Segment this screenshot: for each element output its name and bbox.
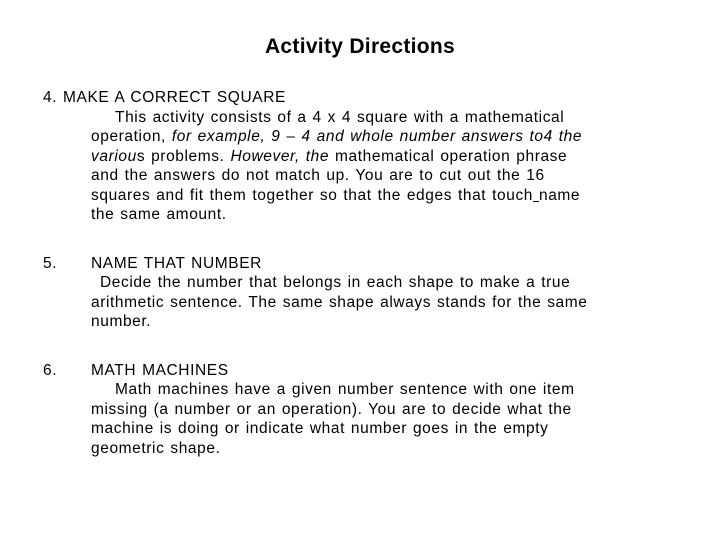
item-5-heading: NAME THAT NUMBER <box>91 255 262 272</box>
item-6-heading: MATH MACHINES <box>91 362 229 379</box>
item-5-line-2: arithmetic sentence. The same shape always stands for the same <box>91 293 588 311</box>
item-4-line-2: operation, for example, 9 – 4 and whole number answers to4 the <box>91 128 583 146</box>
item-4-line-6: the same amount. <box>91 206 227 224</box>
item-4-heading: 4. MAKE A CORRECT SQUARE <box>43 89 286 106</box>
page-title: Activity Directions <box>264 35 456 58</box>
item-4-body <box>91 108 582 224</box>
item-6-line-3: machine is doing or indicate what number goes in the empty <box>91 420 549 438</box>
item-6-line-1: Math machines have a given number sentence with one item <box>115 381 575 399</box>
item-4-line-3: various problems. However, the mathematical operation phrase <box>91 147 568 165</box>
item-6-line-2: missing (a number or an operation). You are to decide what the <box>91 400 572 418</box>
item-6-number: 6. <box>43 362 58 379</box>
item-6-body <box>91 361 575 458</box>
item-5-line-1: Decide the number that belongs in each shape to make a true <box>100 274 571 292</box>
item-6-line-4: geometric shape. <box>91 439 221 457</box>
item-5-line-3: number. <box>91 313 152 331</box>
item-5-body <box>91 254 588 332</box>
item-4 <box>43 88 286 107</box>
item-4-line-5: squares and fit them together so that the edges that touch name <box>91 186 581 204</box>
item-4-line-4: and the answers do not match up. You are to cut out the 16 <box>91 167 545 185</box>
item-4-line-1: This activity consists of a 4 x 4 square with a mathematical <box>115 109 565 126</box>
item-5-number: 5. <box>43 255 58 272</box>
